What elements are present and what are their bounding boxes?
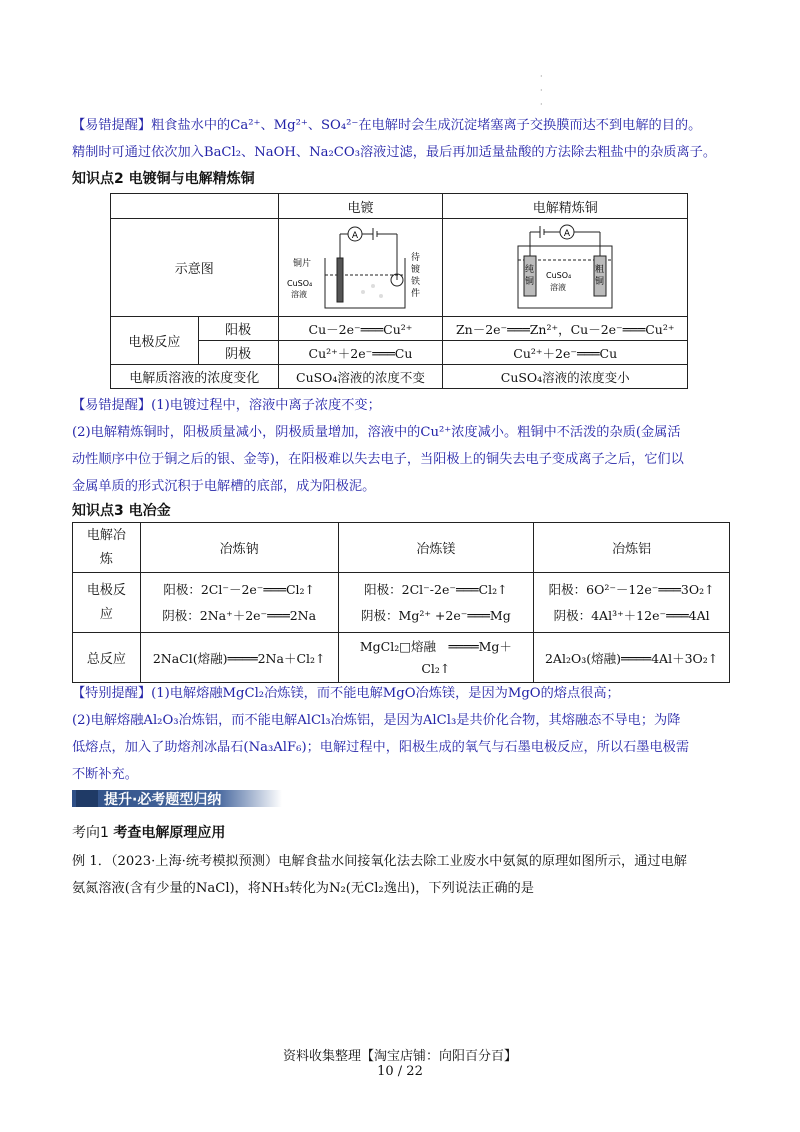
crude-copper-label: 铜 xyxy=(595,276,605,287)
row-label-concentration: 电解质溶液的浓度变化 xyxy=(111,365,279,389)
aluminum-electrode-reactions xyxy=(534,573,730,633)
row-label-cathode: 阴极 xyxy=(198,341,278,365)
direction-title: 考查电解原理应用 xyxy=(113,825,226,841)
tip-label: 【易错提醒】 xyxy=(72,398,152,413)
header-text: 电解冶 xyxy=(86,527,126,543)
tip-1-line-2: 精制时可通过依次加入BaCl₂、NaOH、Na₂CO₃溶液过滤，最后再加适量盐酸的方法除去粗盐中的杂质离子。 xyxy=(72,145,717,160)
table-row xyxy=(111,365,688,389)
magnesium-total-line: MgCl₂□熔融 ════Mg＋ xyxy=(359,638,512,654)
row-label-total: 总反应 xyxy=(73,633,141,683)
iron-label: 件 xyxy=(411,288,421,299)
sodium-anode: 阳极：2Cl⁻－2e⁻═══Cl₂↑ xyxy=(163,581,316,597)
tip-block-1 xyxy=(72,112,732,166)
magnesium-cathode: 阴极：Mg²⁺ +2e⁻═══Mg xyxy=(361,607,511,623)
plating-refining-table xyxy=(110,193,688,389)
row-label-electrode: 电极反应 xyxy=(111,317,199,365)
plating-concentration: CuSO₄溶液的浓度不变 xyxy=(278,365,443,389)
header-electrolysis xyxy=(73,523,141,573)
magnesium-electrode-reactions xyxy=(338,573,534,633)
decorative-dots: · · · xyxy=(540,72,543,109)
table-row xyxy=(111,219,688,317)
aluminum-total-reaction: 2Al₂O₃(熔融)════4Al＋3O₂↑ xyxy=(534,633,730,683)
tip-label: 【易错提醒】 xyxy=(72,118,152,133)
section-3-title: 知识点3 电冶金 xyxy=(72,503,171,519)
tip-2-line-2: (2)电解精炼铜时，阳极质量减小，阴极质量增加，溶液中的Cu²⁺浓度减小。粗铜中不活泼的杂质(金属活 xyxy=(72,425,681,440)
copper-plate-label: 铜片 xyxy=(293,258,312,269)
table-row xyxy=(73,633,730,683)
sodium-cathode: 阴极：2Na⁺＋2e⁻═══2Na xyxy=(162,607,317,623)
plating-diagram xyxy=(285,220,435,312)
footer-source: 资料收集整理【淘宝店铺：向阳百分百】 xyxy=(282,1049,517,1064)
refining-diagram-cell xyxy=(443,219,688,317)
banner-text: 提升·必考题型归纳 xyxy=(104,792,222,808)
tip-text: (1)电解熔融MgCl₂冶炼镁，而不能电解MgO冶炼镁，是因为MgO的熔点很高； xyxy=(151,686,620,701)
header-sodium: 冶炼钠 xyxy=(140,523,338,573)
header-aluminum: 冶炼铝 xyxy=(534,523,730,573)
tip-2-line-1 xyxy=(72,392,732,419)
solution-label: CuSO₄ xyxy=(287,278,313,288)
tip-2-line-3: 动性顺序中位于铜之后的银、金等)，在阳极难以失去电子，当阳极上的铜失去电子变成离子之后，它们以 xyxy=(72,452,684,467)
page-number: 10 / 22 xyxy=(377,1064,423,1079)
electrometallurgy-table xyxy=(72,522,730,683)
solution-label: 溶液 xyxy=(550,282,567,292)
plating-anode-reaction: Cu－2e⁻═══Cu²⁺ xyxy=(278,317,443,341)
header-plating: 电镀 xyxy=(278,194,443,219)
sodium-total-reaction: 2NaCl(熔融)════2Na＋Cl₂↑ xyxy=(140,633,338,683)
ammeter-label: A xyxy=(352,230,359,241)
ammeter-label: A xyxy=(564,228,571,239)
row-label-anode: 阳极 xyxy=(198,317,278,341)
tip-block-2 xyxy=(72,392,732,500)
solution-label: CuSO₄ xyxy=(546,270,572,280)
tip-block-3 xyxy=(72,680,732,788)
table-row xyxy=(73,573,730,633)
table-row xyxy=(111,194,688,219)
refining-concentration: CuSO₄溶液的浓度变小 xyxy=(443,365,688,389)
table-row xyxy=(73,523,730,573)
tip-3-line-3: 低熔点，加入了助熔剂冰晶石(Na₃AlF₆)；电解过程中，阳极生成的氧气与石墨电极反应，所以石墨电极需 xyxy=(72,740,690,755)
crude-copper-label: 粗 xyxy=(595,264,605,275)
iron-label: 待 xyxy=(411,252,421,263)
tip-text: 粗食盐水中的Ca²⁺、Mg²⁺、SO₄²⁻在电解时会生成沉淀堵塞离子交换膜而达不到电解的目的。 xyxy=(151,118,702,133)
iron-label: 铁 xyxy=(411,276,421,287)
direction-prefix: 考向1 xyxy=(72,825,114,841)
header-magnesium: 冶炼镁 xyxy=(338,523,534,573)
header-text: 炼 xyxy=(99,551,113,567)
table-cell xyxy=(111,194,279,219)
row-label-electrode xyxy=(73,573,141,633)
header-refining: 电解精炼铜 xyxy=(443,194,688,219)
aluminum-cathode: 阴极：4Al³⁺＋12e⁻═══4Al xyxy=(553,607,710,623)
magnesium-total-reaction xyxy=(338,633,534,683)
magnesium-total-line: Cl₂↑ xyxy=(421,660,451,676)
tip-3-line-2: (2)电解熔融Al₂O₃冶炼铝，而不能电解AlCl₃冶炼铝，是因为AlCl₃是共价化合物，其熔融态不导电；为降 xyxy=(72,713,681,728)
section-2-title: 知识点2 电镀铜与电解精炼铜 xyxy=(72,171,255,187)
refining-anode-reaction: Zn－2e⁻═══Zn²⁺，Cu－2e⁻═══Cu²⁺ xyxy=(443,317,688,341)
tip-3-line-1 xyxy=(72,680,732,707)
pure-copper-label: 纯 xyxy=(525,264,535,275)
tip-1-line-1 xyxy=(72,112,732,139)
magnesium-anode: 阳极：2Cl⁻-2e⁻═══Cl₂↑ xyxy=(364,581,508,597)
solution-label: 溶液 xyxy=(291,289,308,299)
tip-text: (1)电镀过程中，溶液中离子浓度不变； xyxy=(151,398,381,413)
example-1-line-2: 氨氮溶液(含有少量的NaCl)，将NH₃转化为N₂(无Cl₂逸出)，下列说法正确的是 xyxy=(72,881,534,896)
iron-label: 镀 xyxy=(411,264,421,275)
tip-label: 【特别提醒】 xyxy=(72,686,152,701)
table-row xyxy=(111,317,688,341)
tip-2-line-4: 金属单质的形式沉积于电解槽的底部，成为阳极泥。 xyxy=(72,479,376,494)
row-label-text: 应 xyxy=(99,606,113,622)
plating-diagram-cell xyxy=(278,219,443,317)
example-1-line-1: 例 1．（2023·上海·统考模拟预测）电解食盐水间接氧化法去除工业废水中氨氮的原理如图所示，通过电解 xyxy=(72,854,687,869)
pure-copper-label: 铜 xyxy=(525,276,535,287)
refining-diagram xyxy=(510,220,620,312)
example-1 xyxy=(72,848,732,902)
row-label-diagram: 示意图 xyxy=(111,219,279,317)
plating-cathode-reaction: Cu²⁺＋2e⁻═══Cu xyxy=(278,341,443,365)
direction-1-title xyxy=(72,822,225,842)
tip-3-line-4: 不断补充。 xyxy=(72,767,138,782)
row-label-text: 电极反 xyxy=(86,582,126,598)
sodium-electrode-reactions xyxy=(140,573,338,633)
refining-cathode-reaction: Cu²⁺＋2e⁻═══Cu xyxy=(443,341,688,365)
aluminum-anode: 阳极：6O²⁻－12e⁻═══3O₂↑ xyxy=(548,581,715,597)
